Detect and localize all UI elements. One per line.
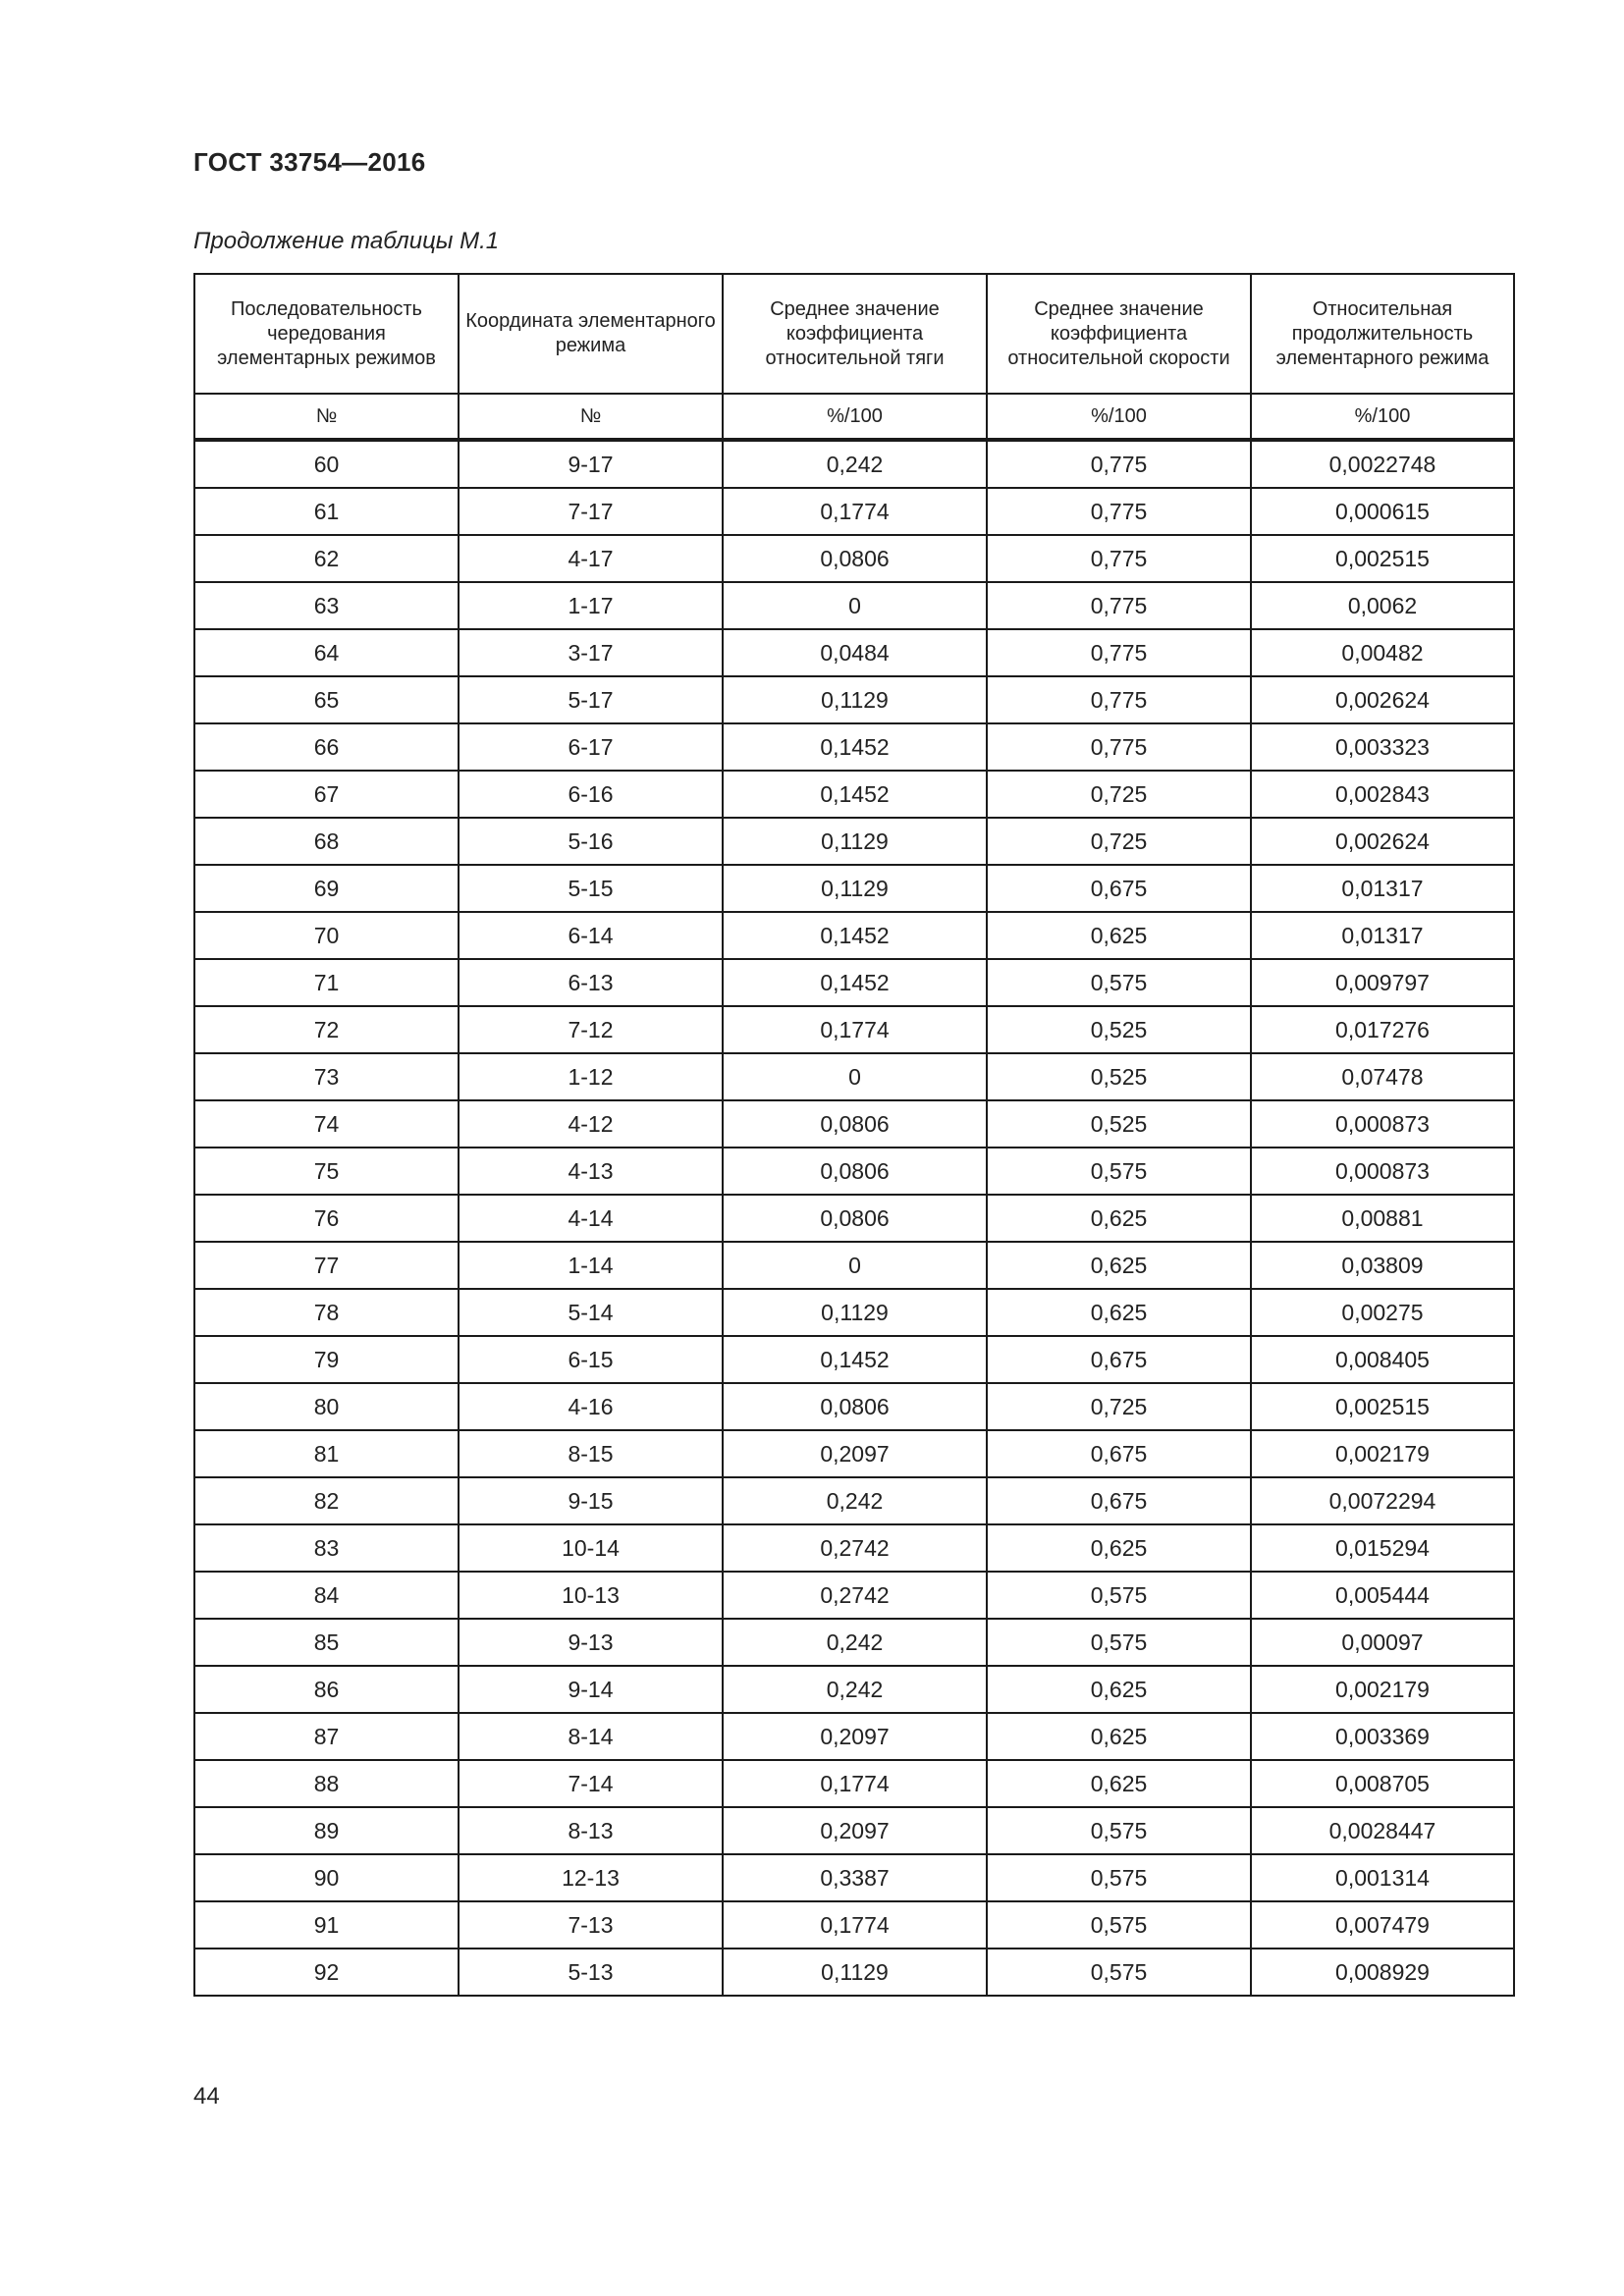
table-row xyxy=(194,1336,1514,1383)
table-cell: 0,725 xyxy=(987,818,1251,865)
table-row xyxy=(194,1053,1514,1100)
table-cell: 0,625 xyxy=(987,1760,1251,1807)
table-cell: 0,001314 xyxy=(1251,1854,1514,1901)
table-cell: 0,2097 xyxy=(723,1430,987,1477)
table-cell: 0,1452 xyxy=(723,771,987,818)
table-cell: 0,1129 xyxy=(723,865,987,912)
table-cell: 0,0806 xyxy=(723,1148,987,1195)
table-row xyxy=(194,629,1514,676)
table-cell: 6-15 xyxy=(459,1336,723,1383)
table-cell: 77 xyxy=(194,1242,459,1289)
table-cell: 0 xyxy=(723,582,987,629)
table-cell: 63 xyxy=(194,582,459,629)
table-cell: 82 xyxy=(194,1477,459,1524)
table-row xyxy=(194,1854,1514,1901)
table-row xyxy=(194,865,1514,912)
table-cell: 0,1452 xyxy=(723,723,987,771)
table-cell: 4-16 xyxy=(459,1383,723,1430)
table-row xyxy=(194,1006,1514,1053)
table-cell: 0,0806 xyxy=(723,1100,987,1148)
table-cell: 0,0022748 xyxy=(1251,440,1514,488)
table-row xyxy=(194,1713,1514,1760)
table-cell: 8-14 xyxy=(459,1713,723,1760)
table-cell: 0,625 xyxy=(987,1195,1251,1242)
table-cell: 0,625 xyxy=(987,1242,1251,1289)
table-cell: 0,242 xyxy=(723,1619,987,1666)
table-cell: 9-15 xyxy=(459,1477,723,1524)
table-cell: 4-14 xyxy=(459,1195,723,1242)
table-row xyxy=(194,771,1514,818)
table-cell: 0,1774 xyxy=(723,1901,987,1949)
table-cell: 74 xyxy=(194,1100,459,1148)
table-cell: 0,002624 xyxy=(1251,818,1514,865)
table-cell: 5-17 xyxy=(459,676,723,723)
table-cell: 73 xyxy=(194,1053,459,1100)
table-cell: 10-13 xyxy=(459,1572,723,1619)
unit-cell: %/100 xyxy=(1251,394,1514,440)
table-cell: 0,242 xyxy=(723,1477,987,1524)
table-cell: 66 xyxy=(194,723,459,771)
table-cell: 86 xyxy=(194,1666,459,1713)
table-cell: 87 xyxy=(194,1713,459,1760)
table-cell: 0,775 xyxy=(987,676,1251,723)
table-cell: 6-14 xyxy=(459,912,723,959)
table-cell: 0,242 xyxy=(723,1666,987,1713)
table-cell: 0,002515 xyxy=(1251,535,1514,582)
table-cell: 70 xyxy=(194,912,459,959)
table-row xyxy=(194,535,1514,582)
table-cell: 0,1129 xyxy=(723,676,987,723)
table-cell: 9-17 xyxy=(459,440,723,488)
table-row xyxy=(194,440,1514,488)
document-header: ГОСТ 33754—2016 xyxy=(193,147,426,177)
table-row xyxy=(194,1949,1514,1996)
table-cell: 0,1129 xyxy=(723,1949,987,1996)
table-row xyxy=(194,1430,1514,1477)
table-cell: 81 xyxy=(194,1430,459,1477)
table-cell: 1-17 xyxy=(459,582,723,629)
table-cell: 5-16 xyxy=(459,818,723,865)
table-cell: 0 xyxy=(723,1242,987,1289)
table-cell: 80 xyxy=(194,1383,459,1430)
table-row xyxy=(194,818,1514,865)
table-row xyxy=(194,1100,1514,1148)
table-cell: 4-17 xyxy=(459,535,723,582)
table-cell: 0,625 xyxy=(987,1713,1251,1760)
table-row xyxy=(194,1195,1514,1242)
column-header: Последовательность чередования элементарных режимов xyxy=(194,274,459,394)
unit-cell: %/100 xyxy=(987,394,1251,440)
unit-cell: %/100 xyxy=(723,394,987,440)
page-number: 44 xyxy=(193,2083,220,2109)
table-cell: 0,675 xyxy=(987,1336,1251,1383)
table-cell: 68 xyxy=(194,818,459,865)
table-cell: 0,3387 xyxy=(723,1854,987,1901)
table-row xyxy=(194,1524,1514,1572)
table-cell: 0,725 xyxy=(987,771,1251,818)
table-cell: 12-13 xyxy=(459,1854,723,1901)
table-row xyxy=(194,1572,1514,1619)
table-cell: 0,000873 xyxy=(1251,1148,1514,1195)
table-cell: 84 xyxy=(194,1572,459,1619)
table-cell: 7-12 xyxy=(459,1006,723,1053)
table-cell: 4-13 xyxy=(459,1148,723,1195)
table-cell: 0,675 xyxy=(987,1430,1251,1477)
table-row xyxy=(194,1477,1514,1524)
table-cell: 64 xyxy=(194,629,459,676)
table-cell: 71 xyxy=(194,959,459,1006)
table-cell: 0,03809 xyxy=(1251,1242,1514,1289)
table-cell: 0,002179 xyxy=(1251,1666,1514,1713)
table-caption: Продолжение таблицы М.1 xyxy=(193,228,500,254)
table-cell: 0,00097 xyxy=(1251,1619,1514,1666)
table-cell: 0,575 xyxy=(987,1148,1251,1195)
table-row xyxy=(194,1383,1514,1430)
table-cell: 0,625 xyxy=(987,1524,1251,1572)
table-cell: 0,725 xyxy=(987,1383,1251,1430)
table-cell: 0,002843 xyxy=(1251,771,1514,818)
table-cell: 0,01317 xyxy=(1251,865,1514,912)
table-cell: 65 xyxy=(194,676,459,723)
unit-cell: № xyxy=(459,394,723,440)
table-cell: 0,1452 xyxy=(723,1336,987,1383)
table-cell: 8-15 xyxy=(459,1430,723,1477)
table-cell: 0,625 xyxy=(987,912,1251,959)
table-cell: 89 xyxy=(194,1807,459,1854)
table-cell: 0,575 xyxy=(987,1572,1251,1619)
table-row xyxy=(194,723,1514,771)
table-cell: 0,005444 xyxy=(1251,1572,1514,1619)
table-cell: 0,007479 xyxy=(1251,1901,1514,1949)
table-cell: 0,0806 xyxy=(723,1195,987,1242)
table-cell: 0,1129 xyxy=(723,1289,987,1336)
table-cell: 0,015294 xyxy=(1251,1524,1514,1572)
table-cell: 92 xyxy=(194,1949,459,1996)
table-cell: 0,002624 xyxy=(1251,676,1514,723)
table-row xyxy=(194,488,1514,535)
table-cell: 3-17 xyxy=(459,629,723,676)
table-cell: 67 xyxy=(194,771,459,818)
table-cell: 9-14 xyxy=(459,1666,723,1713)
table-cell: 0,0806 xyxy=(723,1383,987,1430)
table-row xyxy=(194,1242,1514,1289)
table-cell: 0,008929 xyxy=(1251,1949,1514,1996)
table-cell: 0,000873 xyxy=(1251,1100,1514,1148)
table-cell: 0,775 xyxy=(987,440,1251,488)
table-cell: 61 xyxy=(194,488,459,535)
table-cell: 0,00482 xyxy=(1251,629,1514,676)
table-cell: 0,675 xyxy=(987,865,1251,912)
table-cell: 8-13 xyxy=(459,1807,723,1854)
table-row xyxy=(194,1666,1514,1713)
table-cell: 0,775 xyxy=(987,723,1251,771)
table-units-row xyxy=(194,394,1514,440)
table-cell: 0,675 xyxy=(987,1477,1251,1524)
table-cell: 83 xyxy=(194,1524,459,1572)
table-cell: 0,00275 xyxy=(1251,1289,1514,1336)
table-row xyxy=(194,1148,1514,1195)
column-header: Относительная продолжительность элементарного режима xyxy=(1251,274,1514,394)
table-cell: 5-14 xyxy=(459,1289,723,1336)
table-cell: 88 xyxy=(194,1760,459,1807)
table-cell: 0,525 xyxy=(987,1053,1251,1100)
table-cell: 0,07478 xyxy=(1251,1053,1514,1100)
table-row xyxy=(194,582,1514,629)
table-cell: 0,0028447 xyxy=(1251,1807,1514,1854)
table-cell: 0,017276 xyxy=(1251,1006,1514,1053)
column-header: Среднее значение коэффициента относительной тяги xyxy=(723,274,987,394)
table-cell: 6-13 xyxy=(459,959,723,1006)
table-cell: 76 xyxy=(194,1195,459,1242)
table-cell: 0,008705 xyxy=(1251,1760,1514,1807)
table-row xyxy=(194,1807,1514,1854)
table-cell: 0,2742 xyxy=(723,1524,987,1572)
table-cell: 5-13 xyxy=(459,1949,723,1996)
table-row xyxy=(194,676,1514,723)
table-cell: 60 xyxy=(194,440,459,488)
table-cell: 0,525 xyxy=(987,1100,1251,1148)
table-header-row xyxy=(194,274,1514,394)
table-cell: 0,002515 xyxy=(1251,1383,1514,1430)
table-row xyxy=(194,1289,1514,1336)
table-cell: 4-12 xyxy=(459,1100,723,1148)
table-cell: 0,1452 xyxy=(723,959,987,1006)
table-cell: 0,775 xyxy=(987,582,1251,629)
table-cell: 0,2097 xyxy=(723,1713,987,1760)
table-cell: 9-13 xyxy=(459,1619,723,1666)
table-cell: 0,242 xyxy=(723,440,987,488)
table-cell: 0,575 xyxy=(987,1901,1251,1949)
table-cell: 0,625 xyxy=(987,1289,1251,1336)
table-cell: 62 xyxy=(194,535,459,582)
table-cell: 0,0484 xyxy=(723,629,987,676)
table-row xyxy=(194,912,1514,959)
table-cell: 0,009797 xyxy=(1251,959,1514,1006)
column-header: Координата элементарного режима xyxy=(459,274,723,394)
table-row xyxy=(194,1901,1514,1949)
table-cell: 0,575 xyxy=(987,1949,1251,1996)
table-cell: 0,775 xyxy=(987,535,1251,582)
table-cell: 0,2742 xyxy=(723,1572,987,1619)
table-cell: 72 xyxy=(194,1006,459,1053)
table-cell: 0,00881 xyxy=(1251,1195,1514,1242)
table-cell: 1-12 xyxy=(459,1053,723,1100)
table-cell: 0,01317 xyxy=(1251,912,1514,959)
table-cell: 0,575 xyxy=(987,1854,1251,1901)
table-cell: 0,0806 xyxy=(723,535,987,582)
data-table xyxy=(193,273,1515,1997)
table-cell: 7-17 xyxy=(459,488,723,535)
table-cell: 0,1452 xyxy=(723,912,987,959)
table-cell: 10-14 xyxy=(459,1524,723,1572)
table-cell: 0,775 xyxy=(987,488,1251,535)
table-cell: 6-17 xyxy=(459,723,723,771)
table-cell: 69 xyxy=(194,865,459,912)
table-row xyxy=(194,959,1514,1006)
unit-cell: № xyxy=(194,394,459,440)
table-cell: 0,1774 xyxy=(723,1006,987,1053)
table-cell: 0,525 xyxy=(987,1006,1251,1053)
table-body xyxy=(194,440,1514,1996)
table-cell: 85 xyxy=(194,1619,459,1666)
table-cell: 1-14 xyxy=(459,1242,723,1289)
table-cell: 0 xyxy=(723,1053,987,1100)
table-cell: 0,002179 xyxy=(1251,1430,1514,1477)
table-cell: 0,1129 xyxy=(723,818,987,865)
table-cell: 0,775 xyxy=(987,629,1251,676)
table-cell: 0,2097 xyxy=(723,1807,987,1854)
table-cell: 78 xyxy=(194,1289,459,1336)
table-cell: 5-15 xyxy=(459,865,723,912)
table-row xyxy=(194,1619,1514,1666)
table-cell: 0,0062 xyxy=(1251,582,1514,629)
column-header: Среднее значение коэффициента относительной скорости xyxy=(987,274,1251,394)
table-cell: 75 xyxy=(194,1148,459,1195)
table-cell: 0,1774 xyxy=(723,488,987,535)
table-cell: 7-13 xyxy=(459,1901,723,1949)
table-cell: 6-16 xyxy=(459,771,723,818)
table-cell: 7-14 xyxy=(459,1760,723,1807)
table-cell: 0,625 xyxy=(987,1666,1251,1713)
table-cell: 0,575 xyxy=(987,1807,1251,1854)
table-cell: 0,000615 xyxy=(1251,488,1514,535)
table-cell: 0,0072294 xyxy=(1251,1477,1514,1524)
table-cell: 0,003369 xyxy=(1251,1713,1514,1760)
table-row xyxy=(194,1760,1514,1807)
table-cell: 0,575 xyxy=(987,1619,1251,1666)
table-cell: 90 xyxy=(194,1854,459,1901)
table-cell: 0,575 xyxy=(987,959,1251,1006)
table-cell: 0,1774 xyxy=(723,1760,987,1807)
table-cell: 0,003323 xyxy=(1251,723,1514,771)
table-cell: 91 xyxy=(194,1901,459,1949)
table-cell: 0,008405 xyxy=(1251,1336,1514,1383)
table-cell: 79 xyxy=(194,1336,459,1383)
